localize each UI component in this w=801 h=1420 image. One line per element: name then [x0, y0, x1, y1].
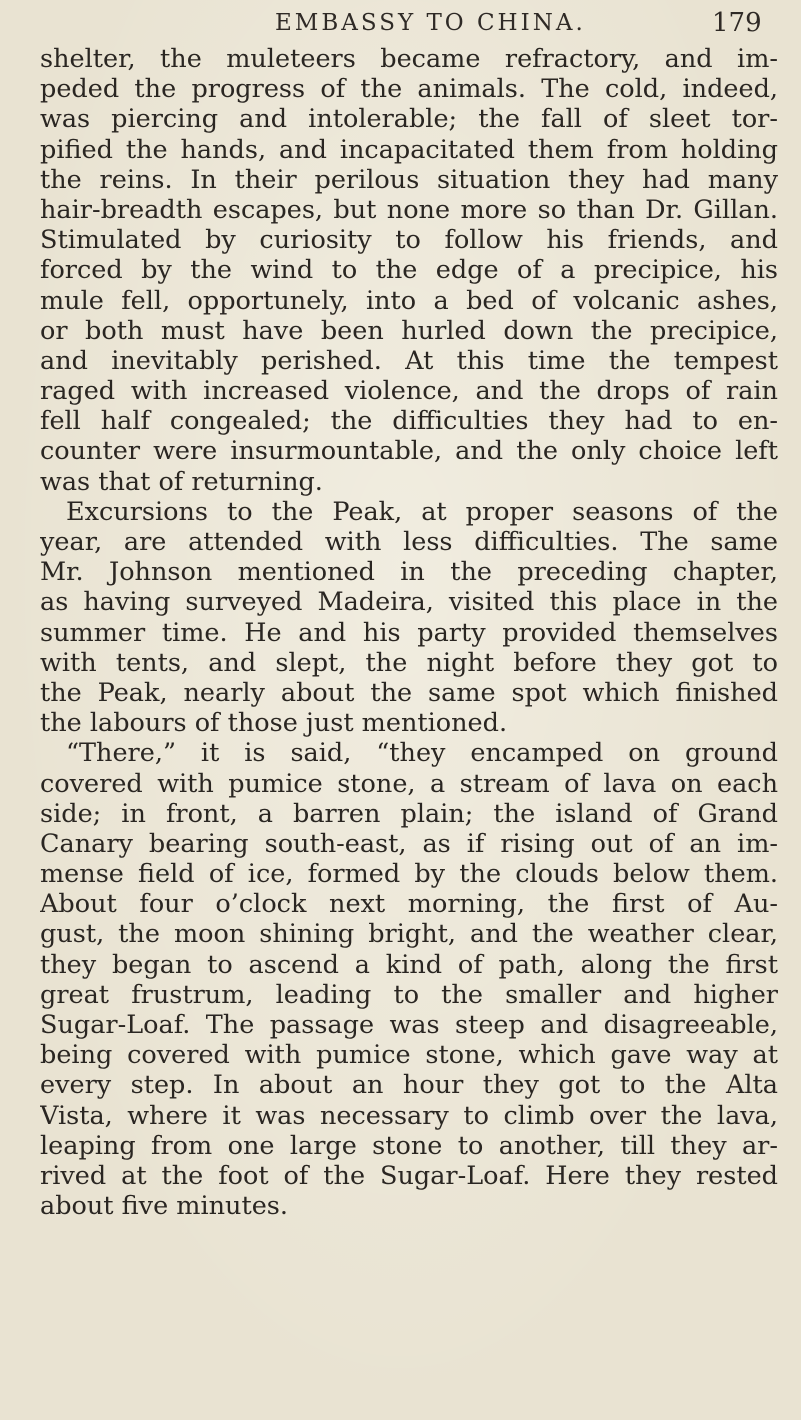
text-line: forced by the wind to the edge of a precipice, his [40, 255, 778, 286]
text-line: the reins. In their perilous situation they had many [40, 164, 778, 195]
text-line: year, are attended with less difficulties. The same [40, 527, 778, 557]
text-line: was that of returning. [40, 466, 323, 497]
text-line: and inevitably perished. At this time the tempest [40, 345, 778, 376]
text-line: peded the progress of the animals. The cold, indeed, [40, 74, 778, 105]
running-title: EMBASSY TO CHINA. [275, 10, 586, 36]
text-line: covered with pumice stone, a stream of lava on each [40, 768, 778, 799]
text-line: Vista, where it was necessary to climb over the lava, [40, 1100, 778, 1131]
text-line: pified the hands, and incapacitated them from holding [40, 134, 778, 165]
text-line: raged with increased violence, and the drops of rain [40, 376, 778, 407]
text-line: summer time. He and his party provided themselves [40, 617, 778, 648]
text-line: every step. In about an hour they got to the Alta [40, 1070, 778, 1101]
text-line: Sugar-Loaf. The passage was steep and disagreeable, [40, 1010, 778, 1040]
text-line: Canary bearing south-east, as if rising out of an im- [40, 828, 778, 859]
text-line: counter were insurmountable, and the only choice left [40, 436, 778, 467]
text-line: About four o’clock next morning, the first of Au- [40, 889, 778, 920]
text-line: Excursions to the Peak, at proper seasons of the [66, 496, 778, 527]
text-line: rived at the foot of the Sugar-Loaf. Here they rested [40, 1160, 778, 1191]
running-head [0, 6, 801, 42]
text-line: “There,” it is said, “they encamped on ground [66, 738, 778, 769]
body-text [40, 44, 778, 1221]
text-line: the labours of those just mentioned. [40, 708, 508, 739]
text-line: great frustrum, leading to the smaller and higher [40, 979, 778, 1010]
text-line: hair-breadth escapes, but none more so than Dr. Gillan. [40, 194, 778, 225]
text-line: they began to ascend a kind of path, along the first [40, 949, 778, 980]
text-line: fell half congealed; the difficulties they had to en- [40, 406, 778, 437]
text-line: was piercing and intolerable; the fall of sleet tor- [40, 104, 778, 135]
text-line: shelter, the muleteers became refractory, and im- [40, 44, 778, 74]
text-line: about five minutes. [40, 1191, 288, 1222]
text-line: mule fell, opportunely, into a bed of volcanic ashes, [40, 285, 778, 316]
text-line: with tents, and slept, the night before they got to [40, 647, 778, 678]
text-line: as having surveyed Madeira, visited this place in the [40, 587, 778, 618]
text-line: leaping from one large stone to another, till they ar- [40, 1130, 778, 1161]
page-number: 179 [712, 8, 762, 38]
text-line: mense field of ice, formed by the clouds below them. [40, 859, 778, 890]
text-line: Stimulated by curiosity to follow his friends, and [40, 225, 778, 256]
text-line: the Peak, nearly about the same spot which finished [40, 677, 778, 708]
text-line: being covered with pumice stone, which gave way at [40, 1040, 778, 1071]
text-line: or both must have been hurled down the precipice, [40, 315, 778, 346]
text-line: gust, the moon shining bright, and the weather clear, [40, 919, 778, 950]
text-line: Mr. Johnson mentioned in the preceding chapter, [40, 557, 778, 588]
text-line: side; in front, a barren plain; the island of Grand [40, 798, 778, 829]
